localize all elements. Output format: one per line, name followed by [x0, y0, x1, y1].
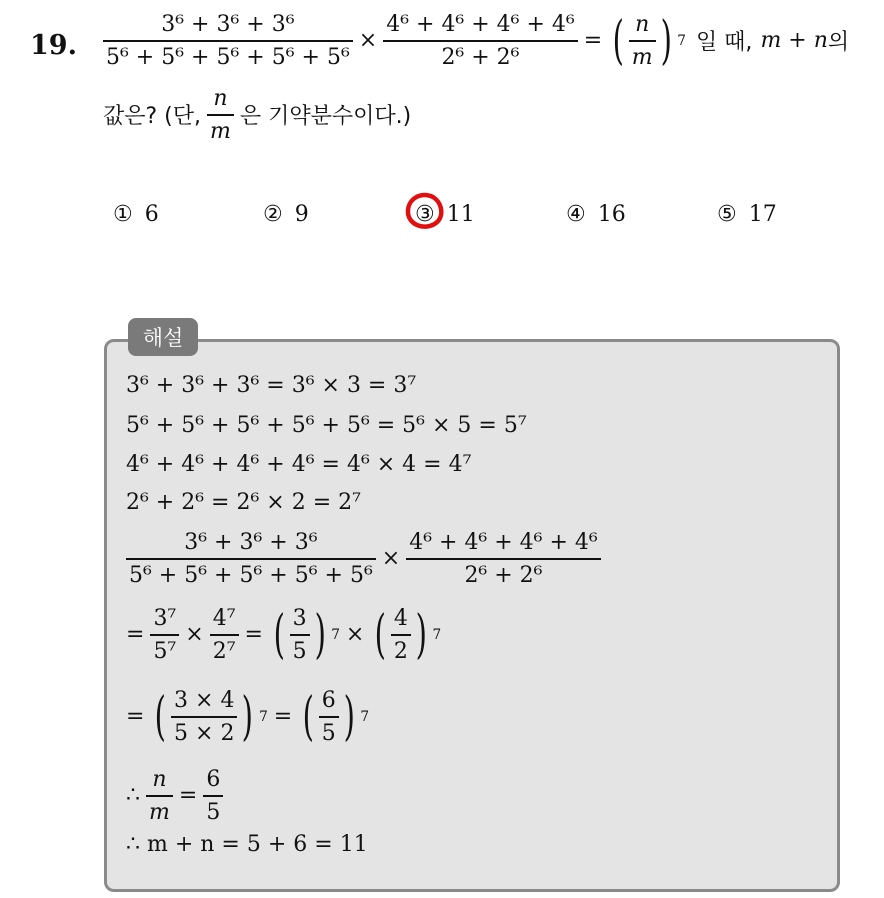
equals-sign: = [126, 622, 145, 648]
choice-value: 6 [144, 202, 159, 227]
numerator: n [635, 12, 650, 37]
denominator: m [210, 118, 231, 144]
variable-expression: m + n [760, 28, 828, 54]
fraction-bar [203, 795, 223, 796]
numerator: n [213, 86, 228, 111]
fraction [203, 767, 223, 825]
fraction [290, 606, 310, 664]
fraction-bar [629, 40, 656, 41]
left-paren: ( [302, 685, 315, 747]
denominator: 5⁶ + 5⁶ + 5⁶ + 5⁶ + 5⁶ [129, 562, 373, 588]
fraction-bar [391, 634, 411, 635]
fraction-bar [207, 114, 234, 115]
fraction-n-over-m [629, 12, 656, 70]
right-paren: ) [242, 685, 254, 747]
fraction-bar [150, 634, 179, 635]
solution-line-3: 4⁶ + 4⁶ + 4⁶ + 4⁶ = 4⁶ × 4 = 4⁷ [126, 452, 472, 477]
times-sign: × [345, 622, 365, 648]
numerator: 4 [393, 606, 408, 631]
numerator: 4⁷ [212, 606, 236, 631]
numerator: 3⁷ [153, 606, 177, 631]
denominator: 5 [292, 638, 307, 664]
denominator: 5 [321, 720, 336, 746]
choice-value: 17 [748, 202, 777, 227]
choice-2[interactable] [263, 202, 309, 227]
left-paren: ( [612, 9, 625, 71]
solution-line-4: 2⁶ + 2⁶ = 2⁶ × 2 = 2⁷ [126, 490, 361, 515]
fraction [210, 606, 239, 664]
left-paren: ( [273, 603, 285, 665]
fraction-bar [146, 795, 173, 796]
choice-value: 11 [446, 202, 475, 227]
denominator: 2⁶ + 2⁶ [441, 44, 520, 70]
right-paren: ) [660, 9, 672, 71]
fraction-bar [126, 558, 376, 559]
numerator: 6 [206, 767, 221, 792]
fraction-bar [210, 634, 239, 635]
denominator: 2⁷ [212, 638, 236, 664]
choice-marker: ④ [566, 202, 586, 227]
fraction [171, 688, 237, 746]
times-sign: × [358, 28, 378, 54]
denominator: 5⁶ + 5⁶ + 5⁶ + 5⁶ + 5⁶ [106, 44, 350, 70]
solution-line-7: = ( $\frac{3 \times 4}{5 \times 2}$ ) 7 = ( $\frac{6}{5}$ ) 7 [126, 685, 370, 747]
numerator: 3 × 4 [174, 688, 235, 713]
solution-line-9: ∴ m + n = 5 + 6 = 11 [126, 832, 368, 857]
solution-line-2: 5⁶ + 5⁶ + 5⁶ + 5⁶ + 5⁶ = 5⁶ × 5 = 5⁷ [126, 413, 527, 438]
fraction-bar [290, 634, 310, 635]
denominator: 5 [206, 799, 221, 825]
therefore-symbol: ∴ [126, 783, 140, 809]
fraction-3-over-5 [103, 12, 353, 70]
equals-sign: = [126, 704, 145, 730]
choice-4[interactable] [566, 202, 626, 227]
right-paren: ) [415, 603, 427, 665]
fraction [391, 606, 411, 664]
question-text-end: 의 [827, 30, 850, 56]
solution-line-6: = $\frac{\text{3⁷}}{\text{5⁷}}$ × $\frac{\text{4⁷}}{\text{2⁷}}$ = ( $\frac{3}{5}$ ) 7 × ( $\frac{4}{2}$ ) 7 [126, 603, 442, 665]
fraction-bar [103, 40, 353, 41]
denominator: m [149, 799, 170, 825]
solution-tag: 해설 [128, 318, 198, 356]
denominator: m [631, 44, 653, 70]
numerator: 6 [321, 688, 336, 713]
left-paren: ( [155, 685, 167, 747]
solution-line-8 [126, 767, 223, 825]
equals-sign: = [583, 28, 603, 54]
denominator: 5⁷ [153, 638, 177, 664]
fraction-bar [171, 716, 237, 717]
denominator: 2⁶ + 2⁶ [464, 562, 543, 588]
right-paren: ) [314, 603, 326, 665]
choice-1[interactable] [113, 202, 159, 227]
equals-sign: = [178, 783, 198, 809]
choice-marker: ③ [415, 202, 435, 227]
numerator: 3⁶ + 3⁶ + 3⁶ [161, 12, 295, 37]
denominator: 2 [393, 638, 408, 664]
numerator: 3 [292, 606, 307, 631]
choice-5[interactable] [717, 202, 777, 227]
left-paren: ( [374, 603, 387, 665]
fraction-bar [319, 716, 339, 717]
numerator: n [152, 767, 167, 792]
fraction [319, 688, 339, 746]
numerator: 4⁶ + 4⁶ + 4⁶ + 4⁶ [386, 12, 575, 37]
choice-value: 16 [597, 202, 626, 227]
fraction-4-over-2 [383, 12, 578, 70]
fraction-bar [383, 40, 578, 41]
denominator: 5 × 2 [174, 720, 235, 746]
equals-sign: = [244, 622, 263, 648]
question-text: 일 때, [695, 30, 753, 56]
question-text: 값은? (단, [103, 104, 202, 130]
question-equation: $\frac{\text{3⁶ + 3⁶ + 3⁶}}{\text{5⁶ + 5⁶ + 5⁶ + 5⁶ + 5⁶}}$ × $\frac{\text{4⁶ + 4⁶ + 4⁶ + 4⁶}}{\text{2⁶ + 2⁶}}$ = ( $\frac{n}{m}$ ) 7 일 때, m + n 의 [103, 12, 849, 70]
numerator: 3⁶ + 3⁶ + 3⁶ [184, 530, 318, 555]
choice-marker: ① [113, 202, 133, 227]
choice-3[interactable] [415, 202, 475, 227]
question-line-2 [103, 86, 411, 144]
choice-marker: ⑤ [717, 202, 737, 227]
fraction-3-over-5 [126, 530, 376, 588]
times-sign: × [185, 622, 204, 648]
fraction-4-over-2 [406, 530, 601, 588]
right-paren: ) [343, 685, 355, 747]
numerator: 4⁶ + 4⁶ + 4⁶ + 4⁶ [409, 530, 598, 555]
question-text: 은 기약분수이다.) [239, 104, 412, 130]
fraction [150, 606, 179, 664]
fraction-n-over-m [207, 86, 234, 144]
choice-marker: ② [263, 202, 283, 227]
choice-value: 9 [294, 202, 309, 227]
equals-sign: = [273, 704, 293, 730]
fraction-bar [406, 558, 601, 559]
question-number: 19. [30, 30, 77, 61]
answer-choices [113, 202, 833, 236]
times-sign: × [381, 546, 401, 572]
fraction-n-over-m [146, 767, 173, 825]
solution-line-1: 3⁶ + 3⁶ + 3⁶ = 3⁶ × 3 = 3⁷ [126, 373, 417, 398]
solution-line-5 [126, 530, 601, 588]
